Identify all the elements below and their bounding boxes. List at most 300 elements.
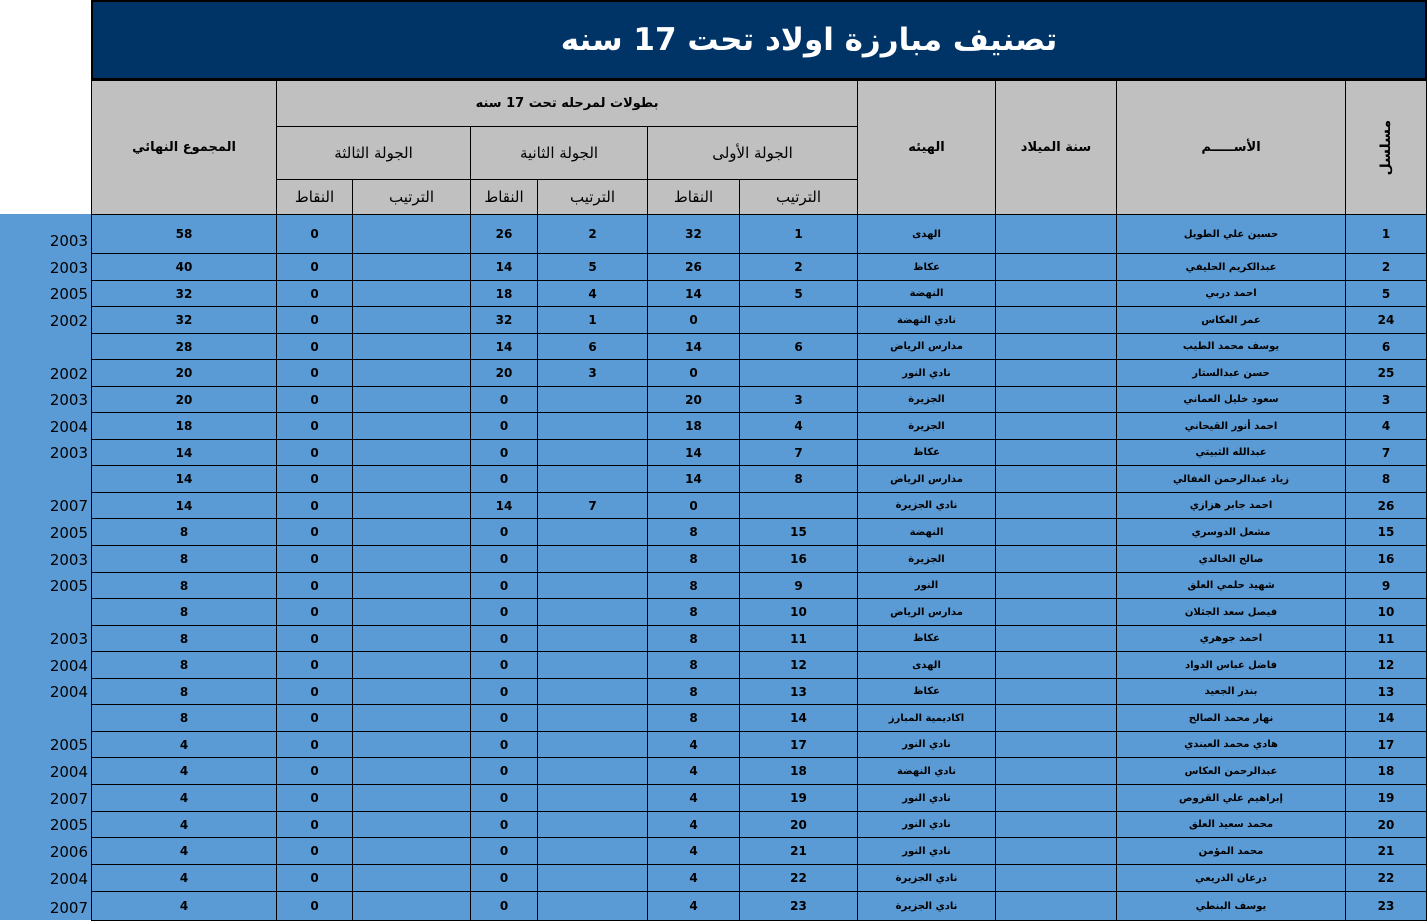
cell-total: 28 [91,333,277,360]
cell-r1-points: 8 [647,518,740,546]
cell-r3-points: 0 [276,784,353,812]
cell-total: 8 [91,678,277,705]
cell-name: عبدالرحمن العكاس [1116,757,1346,785]
cell-r2-rank [537,731,648,758]
sidebar-year: 2004 [49,870,88,888]
cell-r2-rank: 7 [537,492,648,519]
cell-serial: 21 [1345,837,1427,865]
cell-birth-year [995,757,1117,785]
cell-serial: 3 [1345,386,1427,413]
cell-r2-rank: 5 [537,253,648,281]
cell-club: نادي النور [857,731,996,758]
cell-r3-points: 0 [276,333,353,360]
header-birth-year: سنة الميلاد [995,80,1117,215]
cell-r3-rank [352,837,471,865]
cell-name: احمد جابر هزازي [1116,492,1346,519]
header-r2-points: النقاط [470,179,538,215]
sidebar-year: 2007 [49,497,88,515]
cell-r3-points: 0 [276,359,353,387]
header-serial: مسلسل [1345,80,1427,215]
cell-r2-points: 0 [470,784,538,812]
cell-r1-rank: 2 [739,253,858,281]
cell-birth-year [995,306,1117,334]
cell-r1-points: 8 [647,625,740,652]
sidebar-year: 2007 [49,899,88,917]
header-round3: الجولة الثالثة [276,126,471,180]
cell-name: يوسف البنطي [1116,891,1346,921]
cell-r2-points: 0 [470,439,538,466]
cell-r2-points: 0 [470,386,538,413]
cell-r3-points: 0 [276,572,353,599]
cell-r2-points: 0 [470,598,538,626]
cell-r3-points: 0 [276,891,353,921]
header-r2-rank: الترتيب [537,179,648,215]
sidebar-year: 2003 [49,259,88,277]
cell-r2-rank [537,651,648,679]
cell-serial: 7 [1345,439,1427,466]
cell-club: عكاظ [857,253,996,281]
cell-club: عكاظ [857,678,996,705]
cell-r3-rank [352,545,471,573]
cell-r2-rank [537,864,648,892]
header-r3-rank: الترتيب [352,179,471,215]
cell-birth-year [995,492,1117,519]
header-r1-points: النقاط [647,179,740,215]
page-title: تصنيف مبارزة اولاد تحت 17 سنه [560,22,1058,58]
cell-r1-rank: 5 [739,280,858,307]
cell-name: محمد سعيد العلق [1116,811,1346,838]
cell-name: سعود خليل العماني [1116,386,1346,413]
cell-r3-rank [352,572,471,599]
cell-r1-rank: 18 [739,757,858,785]
cell-birth-year [995,811,1117,838]
cell-total: 8 [91,704,277,732]
cell-club: نادي النور [857,359,996,387]
cell-total: 4 [91,731,277,758]
cell-club: الجزيرة [857,386,996,413]
cell-r3-rank [352,253,471,281]
cell-r2-rank [537,891,648,921]
cell-name: مشعل الدوسري [1116,518,1346,546]
cell-name: درعان الدريعي [1116,864,1346,892]
cell-r2-points: 0 [470,412,538,440]
cell-name: احمد أنور القيحاني [1116,412,1346,440]
cell-total: 32 [91,280,277,307]
cell-r3-points: 0 [276,651,353,679]
cell-r2-rank: 1 [537,306,648,334]
cell-r1-points: 8 [647,545,740,573]
cell-name: صالح الخالدي [1116,545,1346,573]
cell-serial: 20 [1345,811,1427,838]
cell-r1-points: 0 [647,359,740,387]
cell-name: عمر العكاس [1116,306,1346,334]
cell-r3-rank [352,306,471,334]
sidebar-year: 2005 [49,577,88,595]
cell-r1-rank: 7 [739,439,858,466]
cell-r2-points: 32 [470,306,538,334]
header-total: المجموع النهائي [91,80,277,215]
cell-total: 8 [91,518,277,546]
cell-birth-year [995,439,1117,466]
cell-serial: 9 [1345,572,1427,599]
cell-r2-rank [537,518,648,546]
sidebar-year: 2002 [49,312,88,330]
cell-r2-points: 14 [470,492,538,519]
cell-r2-points: 0 [470,837,538,865]
cell-r1-rank: 10 [739,598,858,626]
cell-total: 58 [91,214,277,254]
cell-total: 32 [91,306,277,334]
cell-birth-year [995,731,1117,758]
sidebar-year: 2002 [49,365,88,383]
cell-r3-rank [352,864,471,892]
cell-r1-rank: 14 [739,704,858,732]
cell-r1-points: 14 [647,280,740,307]
cell-r1-rank: 21 [739,837,858,865]
cell-serial: 11 [1345,625,1427,652]
cell-r2-points: 0 [470,731,538,758]
cell-r1-rank: 19 [739,784,858,812]
cell-total: 8 [91,545,277,573]
sidebar-year: 2003 [49,630,88,648]
cell-r1-rank: 13 [739,678,858,705]
cell-r1-points: 14 [647,439,740,466]
cell-total: 20 [91,359,277,387]
cell-birth-year [995,412,1117,440]
cell-r1-points: 4 [647,811,740,838]
cell-r3-points: 0 [276,306,353,334]
cell-r2-points: 0 [470,891,538,921]
cell-total: 4 [91,784,277,812]
cell-birth-year [995,704,1117,732]
cell-r2-points: 14 [470,333,538,360]
cell-r1-points: 0 [647,306,740,334]
cell-r3-points: 0 [276,545,353,573]
cell-r2-points: 26 [470,214,538,254]
sidebar-year: 2007 [49,790,88,808]
cell-r3-points: 0 [276,731,353,758]
cell-r3-rank [352,811,471,838]
cell-r3-points: 0 [276,280,353,307]
cell-total: 4 [91,757,277,785]
cell-serial: 17 [1345,731,1427,758]
cell-name: عبدالكريم الحليفي [1116,253,1346,281]
cell-r1-points: 8 [647,572,740,599]
cell-birth-year [995,784,1117,812]
cell-club: النور [857,572,996,599]
sidebar-year: 2003 [49,232,88,250]
title-bar [91,0,1427,80]
sidebar-year: 2004 [49,683,88,701]
cell-r2-rank [537,811,648,838]
cell-r1-rank: 4 [739,412,858,440]
sidebar-year: 2003 [49,391,88,409]
cell-r3-points: 0 [276,837,353,865]
cell-r3-rank [352,757,471,785]
cell-r2-rank [537,784,648,812]
cell-total: 8 [91,598,277,626]
cell-r2-points: 0 [470,757,538,785]
cell-r1-rank: 3 [739,386,858,413]
cell-r3-points: 0 [276,704,353,732]
cell-name: زياد عبدالرحمن الغفالي [1116,465,1346,493]
cell-r3-rank [352,439,471,466]
cell-serial: 2 [1345,253,1427,281]
cell-birth-year [995,891,1117,921]
cell-r2-points: 0 [470,625,538,652]
cell-r3-rank [352,784,471,812]
cell-r1-points: 26 [647,253,740,281]
sidebar-year: 2005 [49,736,88,754]
cell-serial: 16 [1345,545,1427,573]
cell-r3-rank [352,359,471,387]
cell-r2-rank [537,572,648,599]
cell-r3-rank [352,412,471,440]
cell-r1-rank: 22 [739,864,858,892]
cell-birth-year [995,253,1117,281]
cell-serial: 8 [1345,465,1427,493]
cell-r2-rank [537,625,648,652]
cell-r1-rank: 23 [739,891,858,921]
cell-r1-rank [739,306,858,334]
cell-r3-rank [352,214,471,254]
cell-r3-points: 0 [276,518,353,546]
cell-club: مدارس الرياض [857,598,996,626]
cell-r1-rank: 8 [739,465,858,493]
cell-r2-rank [537,386,648,413]
cell-r3-points: 0 [276,214,353,254]
cell-birth-year [995,625,1117,652]
cell-serial: 26 [1345,492,1427,519]
cell-r1-rank: 12 [739,651,858,679]
cell-name: احمد دربي [1116,280,1346,307]
cell-r1-rank: 17 [739,731,858,758]
cell-club: نادي النور [857,811,996,838]
cell-club: الهدى [857,214,996,254]
cell-total: 8 [91,625,277,652]
cell-r1-points: 8 [647,678,740,705]
cell-total: 20 [91,386,277,413]
cell-r1-points: 14 [647,333,740,360]
cell-name: فيصل سعد الجثلان [1116,598,1346,626]
header-r3-points: النقاط [276,179,353,215]
cell-serial: 5 [1345,280,1427,307]
cell-r1-points: 4 [647,837,740,865]
cell-birth-year [995,545,1117,573]
cell-r3-points: 0 [276,598,353,626]
cell-r2-rank [537,465,648,493]
cell-r3-rank [352,891,471,921]
cell-r1-rank: 15 [739,518,858,546]
cell-r3-points: 0 [276,386,353,413]
cell-name: بندر الجعيد [1116,678,1346,705]
header-championships: بطولات لمرحله تحت 17 سنه [276,80,858,127]
cell-birth-year [995,864,1117,892]
cell-r1-points: 18 [647,412,740,440]
cell-birth-year [995,386,1117,413]
cell-r2-rank [537,439,648,466]
cell-r1-rank: 9 [739,572,858,599]
cell-total: 4 [91,811,277,838]
cell-total: 18 [91,412,277,440]
cell-club: نادي الجزيرة [857,492,996,519]
cell-club: النهضة [857,280,996,307]
cell-r2-rank: 6 [537,333,648,360]
cell-total: 8 [91,572,277,599]
cell-club: نادي النور [857,784,996,812]
cell-club: الجزيرة [857,545,996,573]
cell-club: مدارس الرياض [857,333,996,360]
cell-r1-points: 8 [647,651,740,679]
cell-birth-year [995,572,1117,599]
cell-club: عكاظ [857,625,996,652]
cell-serial: 14 [1345,704,1427,732]
cell-club: نادي الجزيرة [857,864,996,892]
cell-birth-year [995,359,1117,387]
cell-r1-rank: 6 [739,333,858,360]
cell-r3-rank [352,598,471,626]
cell-r3-rank [352,704,471,732]
cell-r2-points: 0 [470,704,538,732]
sidebar-year: 2004 [49,763,88,781]
cell-r3-points: 0 [276,412,353,440]
cell-r3-rank [352,518,471,546]
cell-birth-year [995,333,1117,360]
cell-club: نادي النور [857,837,996,865]
cell-serial: 19 [1345,784,1427,812]
sidebar-year: 2004 [49,418,88,436]
cell-r1-points: 20 [647,386,740,413]
cell-name: إبراهيم علي القروص [1116,784,1346,812]
cell-r3-rank [352,492,471,519]
cell-r1-points: 4 [647,784,740,812]
cell-club: الجزيرة [857,412,996,440]
cell-r1-points: 4 [647,891,740,921]
cell-club: نادي النهضة [857,306,996,334]
cell-r3-rank [352,333,471,360]
sidebar-year: 2003 [49,444,88,462]
cell-r3-points: 0 [276,811,353,838]
cell-serial: 23 [1345,891,1427,921]
cell-r2-points: 0 [470,465,538,493]
cell-birth-year [995,518,1117,546]
cell-r1-points: 8 [647,704,740,732]
cell-r2-points: 20 [470,359,538,387]
cell-name: حسن عبدالستار [1116,359,1346,387]
cell-r3-rank [352,731,471,758]
cell-r1-points: 4 [647,864,740,892]
ranking-table [91,80,1427,920]
cell-r1-points: 14 [647,465,740,493]
cell-club: الهدى [857,651,996,679]
cell-birth-year [995,651,1117,679]
sidebar-year: 2004 [49,657,88,675]
cell-r1-points: 4 [647,757,740,785]
cell-r3-rank [352,280,471,307]
header-round2: الجولة الثانية [470,126,648,180]
cell-serial: 24 [1345,306,1427,334]
cell-r3-rank [352,651,471,679]
cell-r2-rank [537,837,648,865]
cell-r1-rank: 1 [739,214,858,254]
cell-birth-year [995,280,1117,307]
cell-r2-points: 0 [470,572,538,599]
cell-r2-rank [537,757,648,785]
cell-r3-points: 0 [276,625,353,652]
cell-name: محمد المؤمن [1116,837,1346,865]
cell-name: نهار محمد الصالح [1116,704,1346,732]
cell-r2-points: 0 [470,651,538,679]
cell-club: مدارس الرياض [857,465,996,493]
cell-r3-rank [352,386,471,413]
cell-r2-points: 0 [470,518,538,546]
cell-total: 14 [91,439,277,466]
header-round1: الجولة الأولى [647,126,858,180]
cell-r1-rank [739,492,858,519]
cell-serial: 10 [1345,598,1427,626]
cell-serial: 15 [1345,518,1427,546]
cell-club: نادي الجزيرة [857,891,996,921]
cell-r3-rank [352,465,471,493]
cell-r1-points: 4 [647,731,740,758]
header-club: الهيئه [857,80,996,215]
cell-club: نادي النهضة [857,757,996,785]
cell-r2-rank [537,545,648,573]
cell-r2-points: 0 [470,678,538,705]
cell-r2-rank [537,412,648,440]
cell-serial: 22 [1345,864,1427,892]
cell-r2-rank [537,598,648,626]
header-name: الأســـــم [1116,80,1346,215]
cell-r1-points: 0 [647,492,740,519]
cell-birth-year [995,678,1117,705]
cell-total: 4 [91,837,277,865]
cell-r2-rank: 2 [537,214,648,254]
cell-r2-rank [537,678,648,705]
cell-serial: 13 [1345,678,1427,705]
cell-r1-rank [739,359,858,387]
cell-total: 4 [91,891,277,921]
cell-name: شهيد حلمي العلق [1116,572,1346,599]
cell-r3-points: 0 [276,757,353,785]
cell-name: حسين علي الطويل [1116,214,1346,254]
cell-total: 40 [91,253,277,281]
cell-club: عكاظ [857,439,996,466]
cell-r1-points: 8 [647,598,740,626]
cell-name: احمد جوهري [1116,625,1346,652]
cell-r1-rank: 11 [739,625,858,652]
cell-name: يوسف محمد الطيب [1116,333,1346,360]
cell-club: اكاديمية المبارز [857,704,996,732]
sidebar-year: 2006 [49,843,88,861]
cell-serial: 6 [1345,333,1427,360]
cell-r3-rank [352,678,471,705]
cell-r3-rank [352,625,471,652]
cell-r3-points: 0 [276,678,353,705]
sidebar-year: 2005 [49,285,88,303]
cell-r3-points: 0 [276,253,353,281]
cell-club: النهضة [857,518,996,546]
cell-r2-rank: 4 [537,280,648,307]
cell-birth-year [995,598,1117,626]
cell-name: عبدالله الثبيتي [1116,439,1346,466]
cell-r2-points: 14 [470,253,538,281]
cell-birth-year [995,214,1117,254]
cell-r3-points: 0 [276,492,353,519]
cell-serial: 18 [1345,757,1427,785]
cell-r3-points: 0 [276,864,353,892]
cell-birth-year [995,465,1117,493]
